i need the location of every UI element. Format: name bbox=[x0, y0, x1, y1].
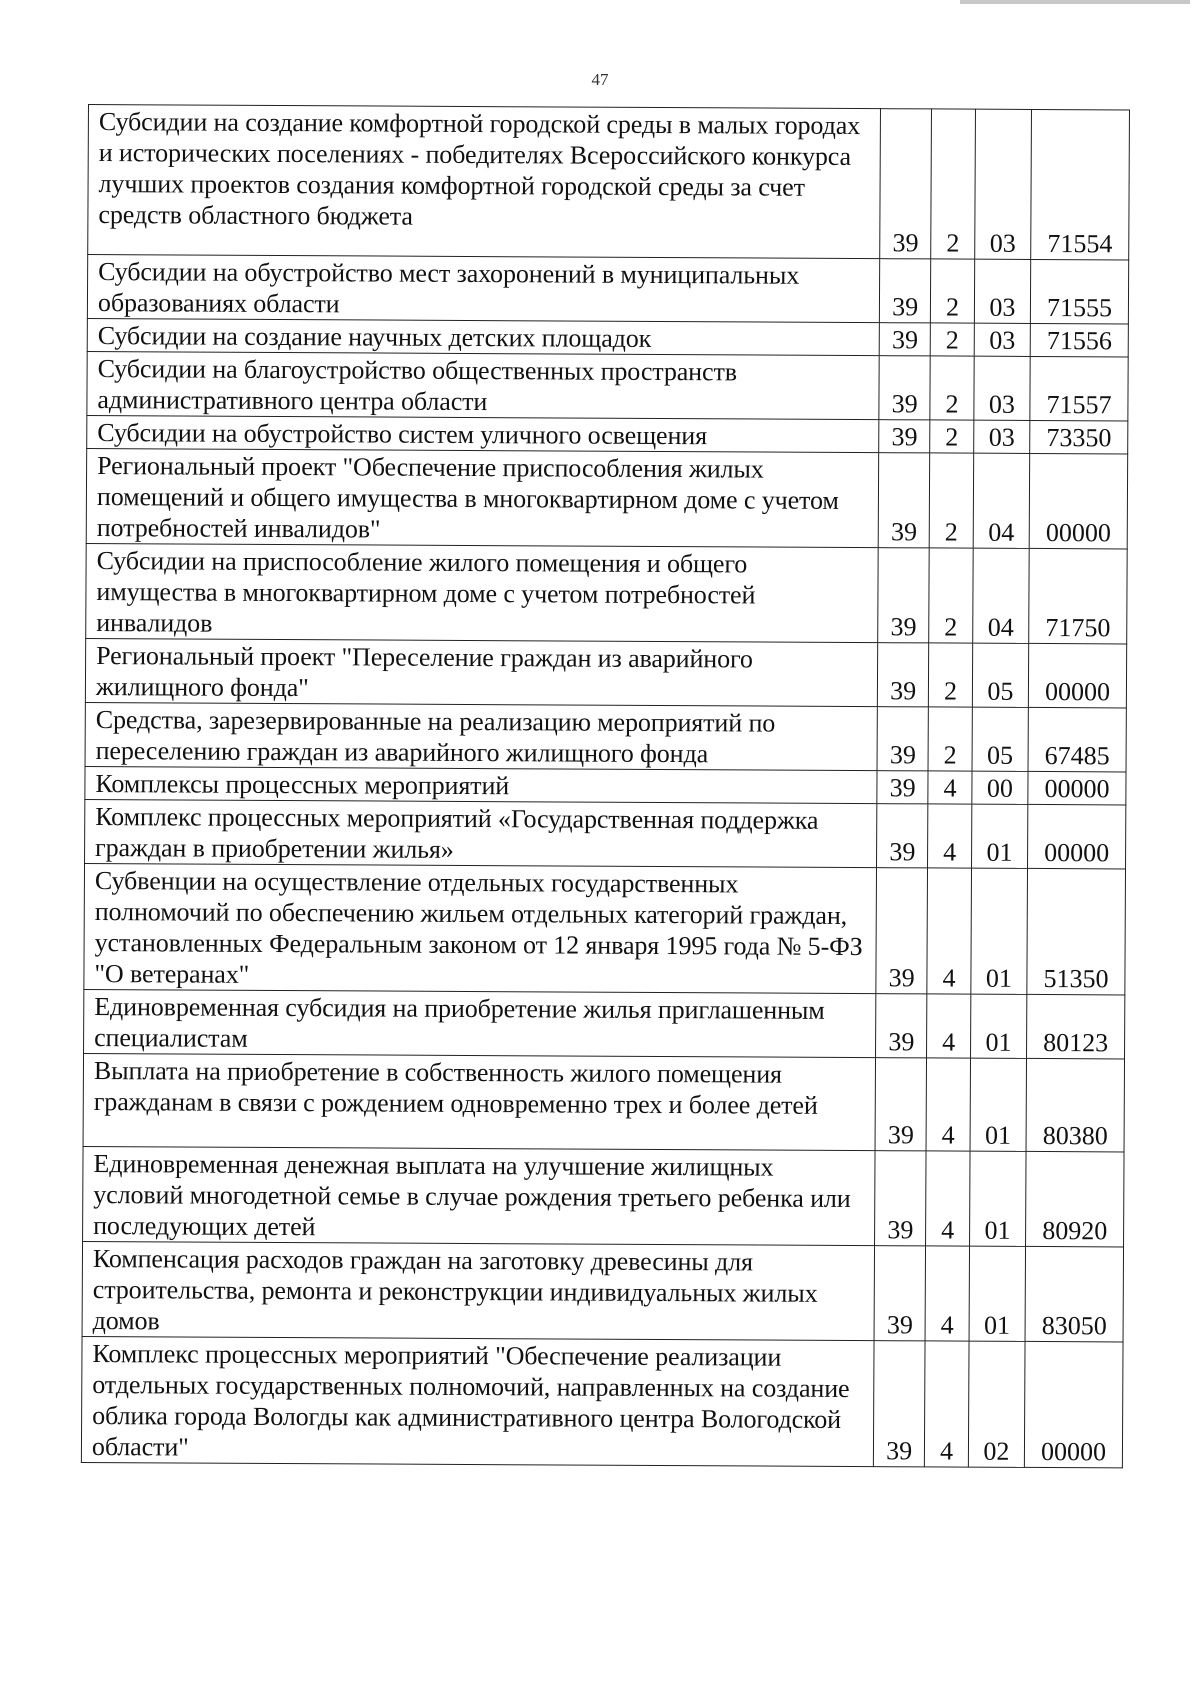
table-row bbox=[83, 1146, 1124, 1246]
row-name: Субсидии на обустройство мест захоронений в муниципальных образованиях области bbox=[87, 255, 879, 323]
code-direction: 00000 bbox=[1029, 453, 1127, 549]
row-name: Комплекс процессных мероприятий "Обеспечение реализации отдельных государственных полномочий, направленных на создание облика города Вологды как административного центра Вологодской области" bbox=[81, 1336, 874, 1466]
code-program: 39 bbox=[874, 1246, 926, 1341]
code-program: 39 bbox=[875, 1058, 927, 1151]
code-direction: 71750 bbox=[1029, 548, 1127, 644]
code-type: 2 bbox=[930, 453, 974, 548]
code-subprogram: 01 bbox=[970, 1058, 1027, 1151]
code-direction: 71556 bbox=[1030, 323, 1128, 357]
table-row bbox=[87, 415, 1128, 453]
code-type: 2 bbox=[929, 643, 973, 707]
code-program: 39 bbox=[879, 259, 931, 323]
table-row bbox=[84, 989, 1125, 1058]
code-direction: 71557 bbox=[1030, 356, 1128, 421]
row-name: Комплексы процессных мероприятий bbox=[85, 766, 877, 803]
table-row bbox=[85, 799, 1126, 868]
code-program: 39 bbox=[879, 420, 931, 453]
row-name: Региональный проект "Переселение граждан из аварийного жилищного фонда" bbox=[85, 638, 877, 706]
code-subprogram: 03 bbox=[974, 356, 1031, 420]
code-direction: 80380 bbox=[1026, 1058, 1124, 1152]
code-program: 39 bbox=[879, 323, 931, 356]
code-program: 39 bbox=[878, 548, 930, 643]
code-direction: 00000 bbox=[1025, 1341, 1123, 1468]
code-program: 39 bbox=[878, 453, 930, 548]
code-type: 4 bbox=[927, 1058, 971, 1151]
scan-edge-mark bbox=[960, 0, 1190, 4]
code-type: 2 bbox=[930, 420, 973, 453]
row-name: Субсидии на приспособление жилого помещения и общего имущества в многоквартирном доме с учетом потребностей инвалидов bbox=[86, 543, 879, 642]
row-name: Субвенции на осуществление отдельных государственных полномочий по обеспечению жильем отдельных категорий граждан, установленных Федеральным законом от 12 января 1995 года № 5-ФЗ "О ветеранах" bbox=[84, 863, 877, 993]
row-name: Единовременная субсидия на приобретение жилья приглашенным специалистам bbox=[84, 989, 876, 1057]
table-row bbox=[86, 448, 1127, 548]
table-body bbox=[81, 105, 1129, 1468]
code-type: 4 bbox=[927, 868, 971, 994]
code-direction: 73350 bbox=[1030, 420, 1128, 454]
code-type: 4 bbox=[928, 804, 972, 868]
code-subprogram: 01 bbox=[971, 868, 1028, 994]
code-program: 39 bbox=[877, 804, 929, 868]
table-row bbox=[81, 1336, 1123, 1467]
page-number: 47 bbox=[591, 70, 609, 89]
table-row bbox=[87, 351, 1128, 420]
code-subprogram: 03 bbox=[973, 420, 1030, 453]
table-row bbox=[83, 1053, 1124, 1151]
row-name: Субсидии на создание научных детских площадок bbox=[87, 318, 879, 355]
row-name: Компенсация расходов граждан на заготовку древесины для строительства, ремонта и реконструкции индивидуальных жилых домов bbox=[82, 1241, 875, 1340]
code-subprogram: 05 bbox=[972, 643, 1029, 707]
code-subprogram: 00 bbox=[972, 771, 1029, 804]
code-program: 39 bbox=[877, 643, 929, 707]
code-type: 2 bbox=[931, 259, 975, 323]
code-program: 39 bbox=[873, 1341, 925, 1467]
code-subprogram: 03 bbox=[974, 109, 1031, 259]
code-type: 2 bbox=[929, 707, 973, 771]
code-subprogram: 03 bbox=[974, 323, 1031, 356]
code-type: 2 bbox=[931, 323, 974, 356]
code-program: 39 bbox=[879, 356, 931, 420]
code-type: 2 bbox=[931, 109, 975, 259]
table-row bbox=[84, 863, 1126, 994]
row-name: Субсидии на благоустройство общественных пространств административного центра области bbox=[87, 351, 879, 419]
table-row bbox=[87, 318, 1128, 356]
code-type: 4 bbox=[928, 771, 971, 804]
code-direction: 80123 bbox=[1027, 994, 1125, 1059]
table-row bbox=[82, 1241, 1123, 1341]
code-type: 4 bbox=[926, 1246, 970, 1341]
row-name: Единовременная денежная выплата на улучшение жилищных условий многодетной семье в случае рождения третьего ребенка или последующих детей bbox=[83, 1146, 876, 1245]
code-program: 39 bbox=[876, 868, 928, 994]
code-program: 39 bbox=[877, 707, 929, 771]
code-direction: 71554 bbox=[1031, 109, 1130, 260]
table-row bbox=[88, 105, 1130, 260]
code-subprogram: 03 bbox=[974, 259, 1031, 323]
code-program: 39 bbox=[875, 1151, 927, 1246]
table-row bbox=[85, 702, 1126, 771]
code-subprogram: 01 bbox=[971, 804, 1028, 868]
code-direction: 80920 bbox=[1026, 1151, 1124, 1247]
code-subprogram: 04 bbox=[973, 453, 1030, 548]
code-program: 39 bbox=[876, 994, 928, 1058]
row-name: Комплекс процессных мероприятий «Государственная поддержка граждан в приобретении жилья» bbox=[85, 799, 877, 867]
code-subprogram: 02 bbox=[968, 1341, 1025, 1467]
row-name: Субсидии на обустройство систем уличного освещения bbox=[87, 415, 879, 452]
code-direction: 00000 bbox=[1029, 643, 1127, 708]
row-name: Региональный проект "Обеспечение приспособления жилых помещений и общего имущества в многоквартирном доме с учетом потребностей инвалидов" bbox=[86, 448, 879, 547]
code-direction: 83050 bbox=[1025, 1246, 1123, 1342]
code-direction: 00000 bbox=[1028, 771, 1126, 805]
table-row bbox=[85, 638, 1126, 707]
code-subprogram: 05 bbox=[972, 707, 1029, 771]
code-subprogram: 01 bbox=[970, 994, 1027, 1058]
code-direction: 00000 bbox=[1028, 804, 1126, 869]
code-direction: 71555 bbox=[1031, 259, 1129, 324]
code-program: 39 bbox=[877, 771, 929, 804]
row-name: Выплата на приобретение в собственность жилого помещения гражданам в связи с рождением одновременно трех и более детей bbox=[83, 1053, 876, 1150]
row-name: Субсидии на создание комфортной городской среды в малых городах и исторических поселениях - победителях Всероссийского конкурса лучших проектов создания комфортной городской среды за счет средств областного бюджета bbox=[88, 105, 881, 259]
code-direction: 67485 bbox=[1028, 707, 1126, 772]
code-direction: 51350 bbox=[1027, 868, 1125, 995]
code-type: 4 bbox=[927, 994, 971, 1058]
code-type: 4 bbox=[926, 1151, 970, 1246]
row-name: Средства, зарезервированные на реализацию мероприятий по переселению граждан из аварийного жилищного фонда bbox=[85, 702, 877, 770]
code-type: 2 bbox=[929, 548, 973, 643]
code-subprogram: 04 bbox=[972, 548, 1029, 643]
code-program: 39 bbox=[880, 109, 932, 259]
budget-classification-table bbox=[81, 104, 1130, 1468]
table-row bbox=[87, 255, 1128, 324]
code-subprogram: 01 bbox=[969, 1246, 1026, 1341]
code-subprogram: 01 bbox=[969, 1151, 1026, 1246]
table-row bbox=[86, 543, 1127, 643]
code-type: 2 bbox=[930, 356, 974, 420]
table-row bbox=[85, 766, 1126, 804]
code-type: 4 bbox=[925, 1341, 969, 1467]
